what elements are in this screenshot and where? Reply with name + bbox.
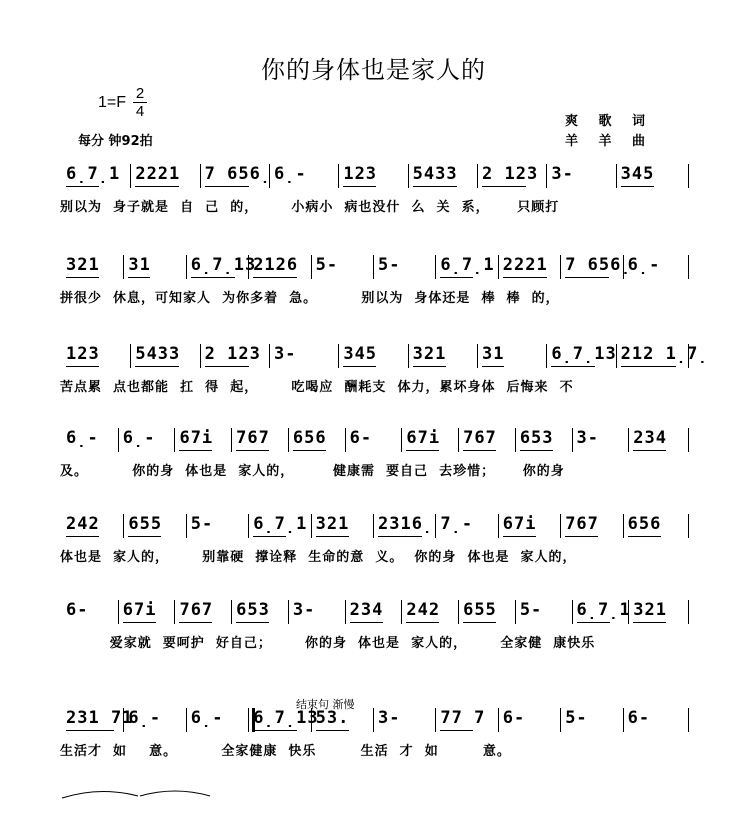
beam-underline <box>179 622 212 623</box>
measure: 345 <box>343 344 378 364</box>
beam-underline <box>413 186 457 187</box>
beam-underline <box>621 366 676 367</box>
lyricist-credit: 爽 歌 词 <box>565 114 654 129</box>
beam-underline <box>316 536 349 537</box>
barline <box>546 344 547 368</box>
barline <box>688 344 689 368</box>
barline <box>118 600 119 624</box>
barline <box>186 255 187 279</box>
beam-underline <box>135 366 179 367</box>
barline <box>118 428 119 452</box>
barline <box>458 428 459 452</box>
measure: 767 <box>179 600 214 620</box>
measure: 6- <box>66 600 89 620</box>
page-bottom-decoration <box>60 786 220 800</box>
barline <box>623 514 624 538</box>
beam-underline <box>343 186 376 187</box>
measure: 5- <box>565 708 588 728</box>
barline <box>515 428 516 452</box>
notation-line <box>0 344 747 372</box>
measure: 231 71 <box>66 708 134 728</box>
barline <box>338 164 339 188</box>
barline <box>269 164 270 188</box>
beam-underline <box>463 622 496 623</box>
measure: 6̣7̣13 <box>190 255 257 275</box>
beam-underline <box>66 730 114 731</box>
beam-underline <box>551 366 595 367</box>
measure: 321 <box>633 600 667 620</box>
beam-underline <box>440 277 473 278</box>
measure: 7 656̣ <box>565 255 632 275</box>
measure: 6- <box>349 428 373 448</box>
barline <box>616 164 617 188</box>
credits <box>565 112 653 152</box>
measure: 6̣- <box>66 428 99 448</box>
barline <box>408 164 409 188</box>
barline <box>498 514 499 538</box>
barline <box>288 428 289 452</box>
barline <box>174 600 175 624</box>
beam-underline <box>253 536 286 537</box>
notation-line <box>0 164 747 192</box>
measure: 3- <box>378 708 401 728</box>
beam-underline <box>503 536 536 537</box>
measure: 7̣- <box>440 514 474 534</box>
barline <box>231 600 232 624</box>
barline <box>200 164 201 188</box>
measure: 656 <box>627 514 662 534</box>
time-signature-top: 2 <box>135 85 145 102</box>
beam-underline <box>406 622 439 623</box>
barline <box>688 428 689 452</box>
measure: 5- <box>190 514 214 534</box>
measure: 345 <box>620 164 655 184</box>
beam-underline <box>66 277 99 278</box>
measure: 123 <box>66 344 100 364</box>
beam-underline <box>343 366 376 367</box>
barline <box>688 514 689 538</box>
measure: 655 <box>463 600 497 620</box>
barline <box>628 428 629 452</box>
lyric-line: 爱家就 要呵护 好自己； 你的身 体也是 家人的， 全家健 康快乐 <box>60 636 596 651</box>
beam-underline <box>633 450 666 451</box>
barline <box>123 255 124 279</box>
measure: 6̣- <box>627 255 661 275</box>
beam-underline <box>350 622 383 623</box>
barline <box>401 428 402 452</box>
beam-underline <box>253 730 297 731</box>
beam-underline <box>565 536 598 537</box>
beam-underline <box>577 622 610 623</box>
beam-underline <box>413 366 446 367</box>
time-signature-bottom: 4 <box>135 103 145 120</box>
beam-underline <box>179 450 212 451</box>
composer-credit: 羊 羊 曲 <box>565 134 654 149</box>
measure: 123 <box>343 164 378 184</box>
measure: 5- <box>378 255 401 275</box>
beam-underline <box>621 186 654 187</box>
beam-underline <box>66 366 99 367</box>
measure: 53. <box>315 708 350 728</box>
barline <box>311 514 312 538</box>
beam-underline <box>378 536 422 537</box>
barline <box>616 344 617 368</box>
barline <box>311 708 312 732</box>
barline <box>572 428 573 452</box>
beam-underline <box>128 277 150 278</box>
measure: 6̣- <box>122 428 156 448</box>
barline <box>248 514 249 538</box>
notation-line <box>0 255 747 283</box>
barline <box>231 428 232 452</box>
barline <box>628 600 629 624</box>
measure: 2221 <box>502 255 548 275</box>
barline <box>688 255 689 279</box>
measure: 6̣7̣1 <box>440 255 495 275</box>
measure: 5- <box>315 255 339 275</box>
measure: 2316̣ <box>378 514 434 534</box>
beam-underline <box>440 730 473 731</box>
measure: 767 <box>463 428 497 448</box>
measure: 655 <box>128 514 163 534</box>
notation-line <box>0 600 747 628</box>
barline <box>186 514 187 538</box>
measure: 67i <box>406 428 441 448</box>
measure: 6̣7̣1 <box>66 164 121 184</box>
measure: 5433 <box>412 164 458 184</box>
measure: 2126 <box>253 255 299 275</box>
measure: 6̣- <box>190 708 224 728</box>
measure: 67i <box>179 428 214 448</box>
measure: 7 656̣ <box>204 164 272 184</box>
barline <box>345 428 346 452</box>
barline <box>123 514 124 538</box>
barline <box>435 255 436 279</box>
beam-underline <box>633 622 666 623</box>
beam-underline <box>253 277 297 278</box>
barline <box>248 255 249 279</box>
beam-underline <box>482 366 504 367</box>
measure: 6- <box>627 708 651 728</box>
beam-underline <box>503 277 547 278</box>
barline <box>269 344 270 368</box>
barline <box>200 344 201 368</box>
beam-underline <box>565 277 609 278</box>
barline <box>498 255 499 279</box>
measure: 5- <box>519 600 543 620</box>
measure: 6̣- <box>128 708 162 728</box>
beam-underline <box>236 622 269 623</box>
beam-underline <box>123 622 156 623</box>
barline <box>130 344 131 368</box>
barline <box>408 344 409 368</box>
measure: 212 1̣7̣ <box>620 344 709 364</box>
barline <box>560 255 561 279</box>
measure: 31 <box>482 344 505 364</box>
lyric-line: 及。 你的身 体也是 家人的， 健康需 要自己 去珍惜； 你的身 <box>60 464 565 479</box>
beam-underline <box>205 186 249 187</box>
barline <box>498 708 499 732</box>
measure: 321 <box>412 344 447 364</box>
beam-underline <box>66 536 99 537</box>
time-signature <box>133 86 147 119</box>
measure: 321 <box>66 255 100 275</box>
barline <box>373 514 374 538</box>
measure: 5433 <box>135 344 181 364</box>
barline <box>435 514 436 538</box>
ending-annotation: 结束句 渐慢 <box>296 698 355 711</box>
barline <box>560 708 561 732</box>
barline <box>623 255 624 279</box>
barline <box>130 164 131 188</box>
barline <box>688 164 689 188</box>
barline <box>435 708 436 732</box>
notation-line <box>0 428 747 456</box>
beam-underline <box>191 277 235 278</box>
measure: 3- <box>292 600 316 620</box>
barline <box>373 255 374 279</box>
barline <box>477 164 478 188</box>
notation-line <box>0 708 747 736</box>
beam-underline <box>316 730 349 731</box>
tempo-marking: 每分 钟92拍 <box>78 134 153 149</box>
measure: 6̣7̣1 <box>253 514 308 534</box>
measure: 3- <box>576 428 600 448</box>
beam-underline <box>135 186 179 187</box>
beam-underline <box>236 450 269 451</box>
beam-underline <box>628 536 661 537</box>
barline <box>248 708 249 732</box>
beam-underline <box>406 450 439 451</box>
barline <box>688 708 689 732</box>
barline <box>123 708 124 732</box>
barline <box>186 708 187 732</box>
barline <box>373 708 374 732</box>
lyric-line: 拼很少 休息，可知家人 为你多着 急。 别以为 身体还是 棒 棒 的， <box>60 291 560 306</box>
measure: 6̣7̣1 <box>576 600 631 620</box>
barline <box>572 600 573 624</box>
barline <box>338 344 339 368</box>
measure: 6̣- <box>274 164 307 184</box>
measure: 3- <box>274 344 297 364</box>
beam-underline <box>128 536 161 537</box>
measure: 321 <box>315 514 350 534</box>
measure: 77 7 <box>440 708 486 728</box>
beam-underline <box>66 186 99 187</box>
measure: 67i <box>502 514 537 534</box>
beam-underline <box>463 450 496 451</box>
measure: 767 <box>236 428 270 448</box>
measure: 2 123 <box>482 164 539 184</box>
measure: 67i <box>122 600 157 620</box>
measure: 653 <box>519 428 554 448</box>
measure: 242 <box>406 600 441 620</box>
barline <box>458 600 459 624</box>
measure: 6̣7̣13 <box>253 708 319 728</box>
barline <box>345 600 346 624</box>
lyric-line: 体也是 家人的， 别靠硬 撑诠释 生命的意 义。 你的身 体也是 家人的， <box>60 550 577 565</box>
measure: 767 <box>565 514 599 534</box>
barline <box>560 514 561 538</box>
barline <box>401 600 402 624</box>
measure: 234 <box>349 600 384 620</box>
barline <box>288 600 289 624</box>
measure: 234 <box>633 428 667 448</box>
beam-underline <box>482 186 526 187</box>
lyric-line: 生活才 如 意。 全家健康 快乐 生活 才 如 意。 <box>60 744 511 759</box>
measure: 2221 <box>135 164 181 184</box>
measure: 3- <box>551 164 574 184</box>
beam-underline <box>520 450 553 451</box>
song-title: 你的身体也是家人的 <box>261 56 486 84</box>
lyric-line: 苦点累 点也都能 扛 得 起， 吃喝应 酬耗支 体力，累坏身体 后悔来 不 <box>60 380 574 395</box>
barline <box>515 600 516 624</box>
measure: 6- <box>502 708 526 728</box>
beam-underline <box>293 450 326 451</box>
measure: 653 <box>236 600 270 620</box>
measure: 2 123 <box>204 344 261 364</box>
measure: 6̣7̣13 <box>551 344 617 364</box>
notation-line <box>0 514 747 542</box>
barline <box>311 255 312 279</box>
beam-underline <box>205 366 249 367</box>
barline <box>477 344 478 368</box>
measure: 242 <box>66 514 100 534</box>
measure: 31 <box>128 255 151 275</box>
measure: 656 <box>292 428 327 448</box>
barline <box>623 708 624 732</box>
barline <box>174 428 175 452</box>
key-signature: 1=F <box>98 94 127 111</box>
barline <box>688 600 689 624</box>
barline <box>546 164 547 188</box>
lyric-line: 别以为 身子就是 自 己 的， 小病小 病也没什 么 关 系， 只顾打 <box>60 200 560 215</box>
